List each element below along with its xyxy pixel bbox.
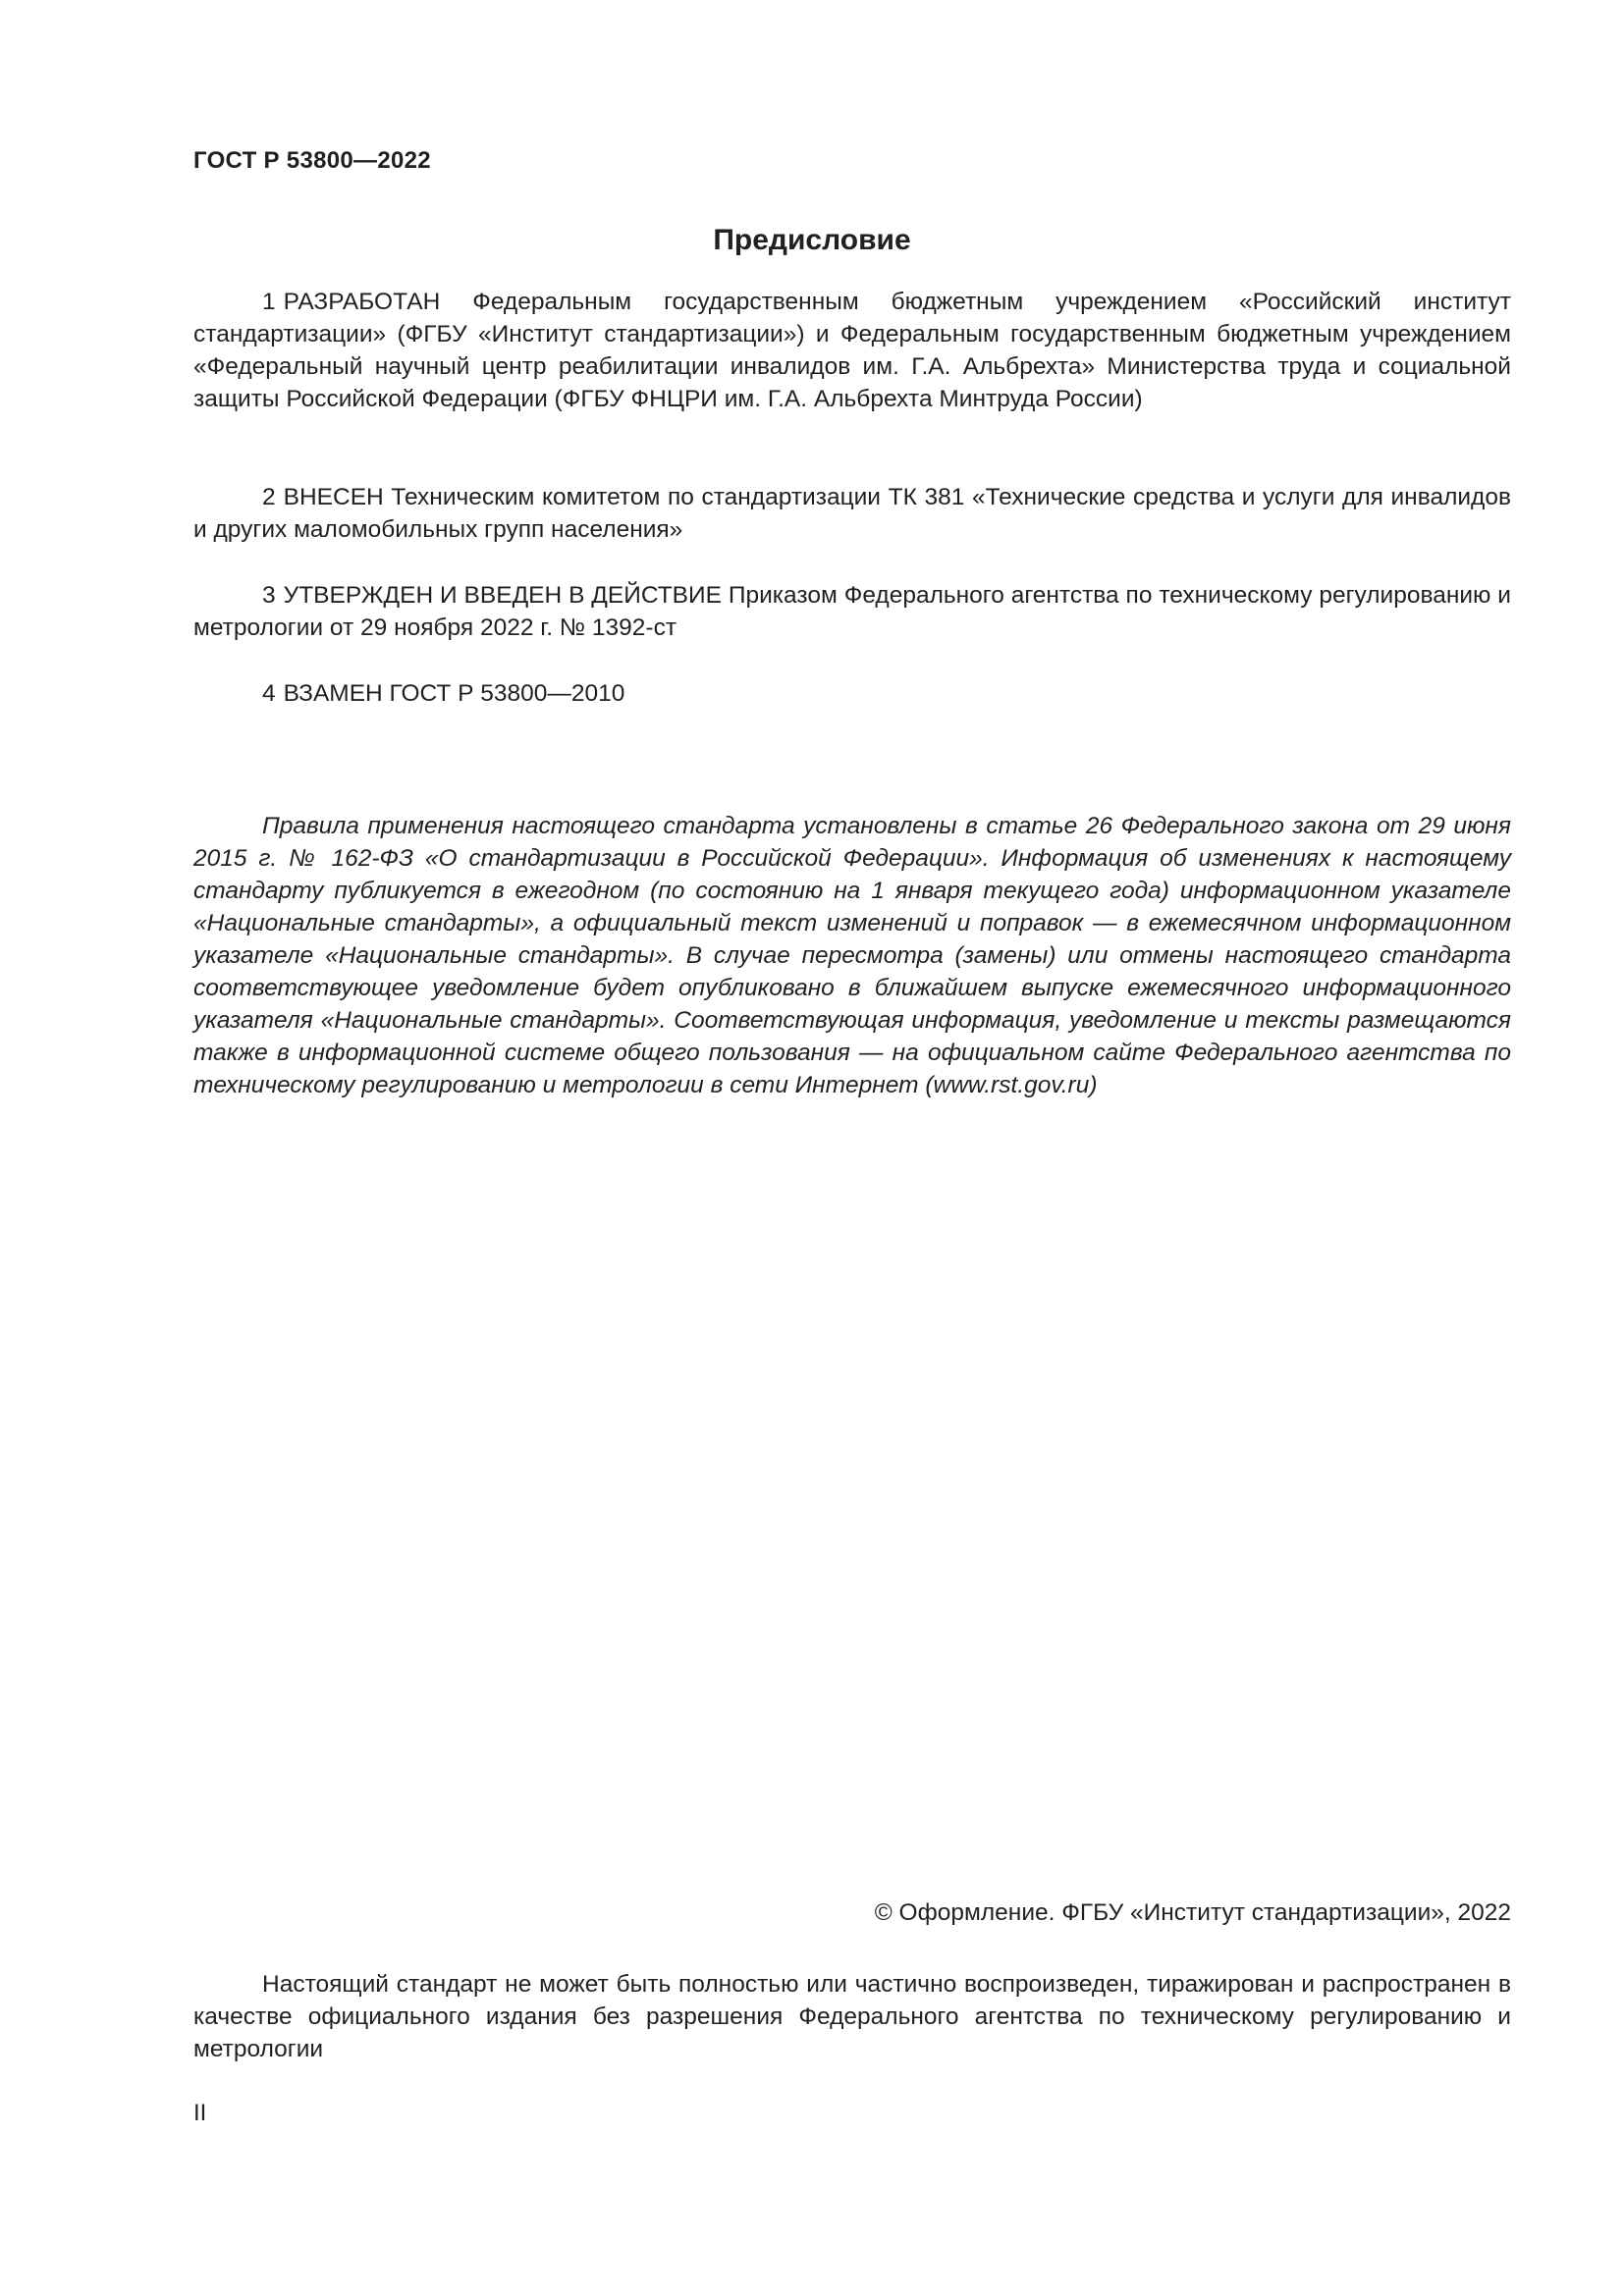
item-text: ВЗАМЕН ГОСТ Р 53800—2010 — [283, 680, 625, 707]
item-number: 1 — [262, 289, 276, 315]
foreword-item-1 — [193, 286, 1511, 415]
item-text: УТВЕРЖДЕН И ВВЕДЕН В ДЕЙСТВИЕ Приказом Федерального агентства по техническому регулированию и метрологии от 29 ноября 2022 г. № 1392-ст — [193, 582, 1511, 641]
application-rules-note: Правила применения настоящего стандарта установлены в статье 26 Федерального закона от 29 июня 2015 г. № 162-ФЗ «О стандартизации в Российской Федерации». Информация об изменениях к настоящему стандарту публикуется в ежегодном (по состоянию на 1 января текущего года) информационном указателе «Национальные стандарты», а официальный текст изменений и поправок — в ежемесячном информационном указателе «Национальные стандарты». В случае пересмотра (замены) или отмены настоящего стандарта соответствующее уведомление будет опубликовано в ближайшем выпуске ежемесячного информационного указателя «Национальные стандарты». Соответствующая информация, уведомление и тексты размещаются также в информационной системе общего пользования — на официальном сайте Федерального агентства по техническому регулированию и метрологии в сети Интернет (www.rst.gov.ru) — [193, 813, 1511, 1098]
foreword-item-2 — [193, 481, 1511, 546]
item-number: 3 — [262, 582, 276, 609]
item-number: 4 — [262, 680, 276, 707]
item-text: РАЗРАБОТАН Федеральным государственным бюджетным учреждением «Российский институт стандартизации» (ФГБУ «Институт стандартизации») и Федеральным государственным бюджетным учреждением «Федеральный научный центр реабилитации инвалидов им. Г.А. Альбрехта» Министерства труда и социальной защиты Российской Федерации (ФГБУ ФНЦРИ им. Г.А. Альбрехта Минтруда России) — [193, 289, 1511, 412]
item-number: 2 — [262, 484, 276, 510]
copyright-notice: © Оформление. ФГБУ «Институт стандартизации», 2022 — [874, 1899, 1511, 1926]
page-number: II — [193, 2100, 207, 2126]
foreword-item-3 — [193, 579, 1511, 644]
item-text: ВНЕСЕН Техническим комитетом по стандартизации ТК 381 «Технические средства и услуги для инвалидов и других маломобильных групп населения» — [193, 484, 1511, 543]
document-code: ГОСТ Р 53800—2022 — [193, 147, 431, 174]
foreword-item-4 — [193, 677, 1511, 710]
reproduction-notice: Настоящий стандарт не может быть полностью или частично воспроизведен, тиражирован и распространен в качестве официального издания без разрешения Федерального агентства по техническому регулированию и метрологии — [193, 1971, 1511, 2062]
section-heading: Предисловие — [713, 224, 911, 256]
